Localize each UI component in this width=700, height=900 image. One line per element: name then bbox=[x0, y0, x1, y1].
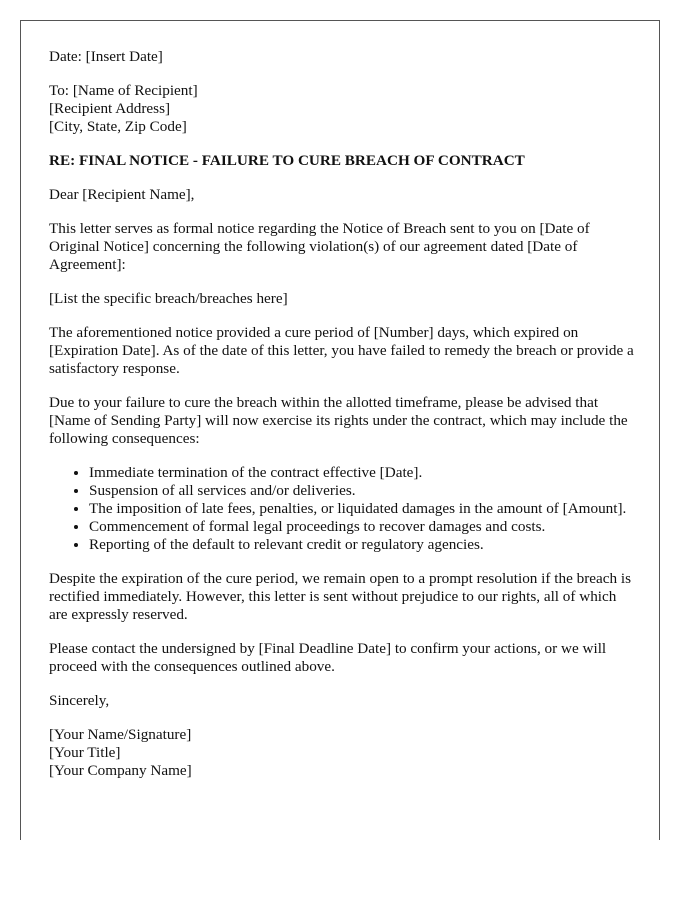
recipient-city-state-zip: [City, State, Zip Code] bbox=[49, 118, 187, 135]
list-item: • The imposition of late fees, penalties, or liquidated damages in the amount of [Amount]. bbox=[89, 500, 637, 518]
letter-page bbox=[20, 20, 660, 840]
signature-company: [Your Company Name] bbox=[49, 762, 192, 779]
consequences-list bbox=[49, 464, 637, 554]
signature-title: [Your Title] bbox=[49, 744, 121, 761]
date-line: Date: [Insert Date] bbox=[49, 48, 163, 65]
list-item: • Immediate termination of the contract effective [Date]. bbox=[89, 464, 637, 482]
paragraph-notice: This letter serves as formal notice regarding the Notice of Breach sent to you on [Date of Original Notice] concerning the following violation(s) of our agreement dated [Date of Agreement]: bbox=[49, 220, 590, 273]
signature-name: [Your Name/Signature] bbox=[49, 726, 192, 743]
paragraph-cure-period: The aforementioned notice provided a cure period of [Number] days, which expired on [Expiration Date]. As of the date of this letter, you have failed to remedy the breach or provide a satisfactory response. bbox=[49, 324, 634, 377]
closing: Sincerely, bbox=[49, 692, 110, 709]
signature-block bbox=[49, 726, 637, 780]
breach-list-placeholder: [List the specific breach/breaches here] bbox=[49, 290, 288, 307]
paragraph-deadline: Please contact the undersigned by [Final Deadline Date] to confirm your actions, or we will proceed with the consequences outlined above. bbox=[49, 640, 607, 675]
list-item: • Commencement of formal legal proceedings to recover damages and costs. bbox=[89, 518, 637, 536]
paragraph-consequences-intro: Due to your failure to cure the breach within the allotted timeframe, please be advised that [Name of Sending Party] will now exercise its rights under the contract, which may include the following consequences: bbox=[49, 394, 628, 447]
letter-body bbox=[49, 48, 637, 796]
salutation: Dear [Recipient Name], bbox=[49, 186, 195, 203]
subject-line: RE: FINAL NOTICE - FAILURE TO CURE BREACH OF CONTRACT bbox=[49, 152, 525, 169]
recipient-address: [Recipient Address] bbox=[49, 100, 171, 117]
paragraph-resolution: Despite the expiration of the cure period, we remain open to a prompt resolution if the breach is rectified immediately. However, this letter is sent without prejudice to our rights, all of which are expressly reserved. bbox=[49, 570, 631, 623]
recipient-name: To: [Name of Recipient] bbox=[49, 82, 198, 99]
list-item: • Reporting of the default to relevant credit or regulatory agencies. bbox=[89, 536, 637, 554]
list-item: • Suspension of all services and/or deliveries. bbox=[89, 482, 637, 500]
recipient-block bbox=[49, 82, 637, 136]
